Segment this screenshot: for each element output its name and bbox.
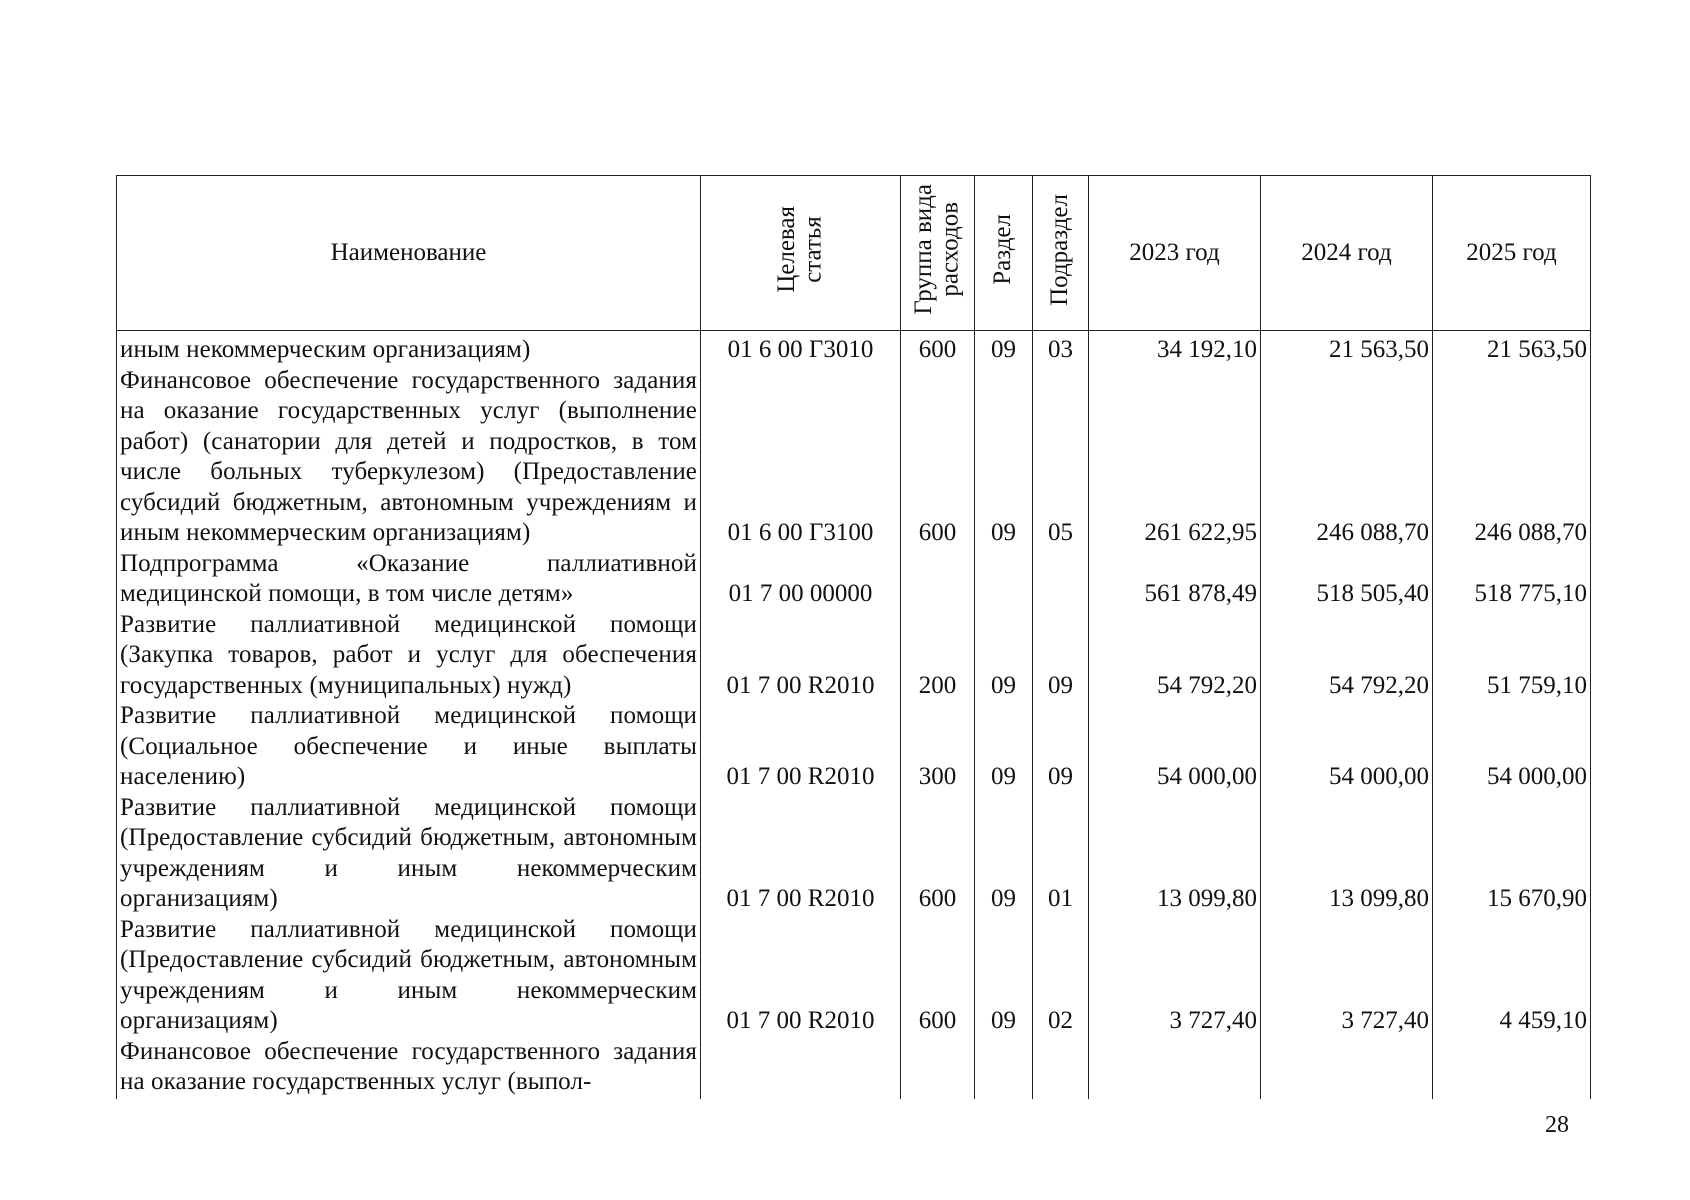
row-subsection: 05 bbox=[1033, 366, 1089, 549]
row-subsection: 09 bbox=[1033, 610, 1089, 702]
row-target: 01 7 00 00000 bbox=[701, 549, 901, 610]
row-group bbox=[901, 1037, 975, 1099]
header-2024: 2024 год bbox=[1261, 176, 1433, 331]
header-section: Раздел bbox=[975, 176, 1033, 331]
row-2024: 21 563,50 bbox=[1261, 331, 1433, 366]
row-2024: 518 505,40 bbox=[1261, 549, 1433, 610]
header-row bbox=[117, 176, 1591, 331]
header-name: Наименование bbox=[117, 176, 701, 331]
header-2025: 2025 год bbox=[1433, 176, 1591, 331]
row-section: 09 bbox=[975, 331, 1033, 366]
row-subsection: 01 bbox=[1033, 793, 1089, 915]
header-subsection: Подраздел bbox=[1033, 176, 1089, 331]
row-2024: 3 727,40 bbox=[1261, 915, 1433, 1037]
header-group: Группа вида расходов bbox=[901, 176, 975, 331]
row-section: 09 bbox=[975, 701, 1033, 793]
table-row bbox=[117, 610, 1591, 702]
row-subsection: 02 bbox=[1033, 915, 1089, 1037]
row-2023: 561 878,49 bbox=[1089, 549, 1261, 610]
table-row bbox=[117, 331, 1591, 366]
row-target: 01 6 00 Г3010 bbox=[701, 331, 901, 366]
row-target: 01 7 00 R2010 bbox=[701, 793, 901, 915]
row-2024: 54 000,00 bbox=[1261, 701, 1433, 793]
row-2023: 13 099,80 bbox=[1089, 793, 1261, 915]
row-target bbox=[701, 1037, 901, 1099]
row-name: Развитие паллиативной медицинской помощи (Предоставление субсидий бюджетным, автономным учреждениям и иным некоммерческим организациям) bbox=[117, 915, 701, 1037]
row-2024: 246 088,70 bbox=[1261, 366, 1433, 549]
row-2025: 51 759,10 bbox=[1433, 610, 1591, 702]
row-2024: 13 099,80 bbox=[1261, 793, 1433, 915]
row-section: 09 bbox=[975, 915, 1033, 1037]
row-2023: 34 192,10 bbox=[1089, 331, 1261, 366]
table-row bbox=[117, 549, 1591, 610]
row-name: Развитие паллиативной медицинской помощи (Предоставление субсидий бюджетным, автономным учреждениям и иным некоммерческим организациям) bbox=[117, 793, 701, 915]
row-subsection: 03 bbox=[1033, 331, 1089, 366]
row-subsection bbox=[1033, 1037, 1089, 1099]
budget-table bbox=[116, 175, 1591, 1099]
row-2025: 4 459,10 bbox=[1433, 915, 1591, 1037]
row-target: 01 7 00 R2010 bbox=[701, 915, 901, 1037]
row-subsection bbox=[1033, 549, 1089, 610]
header-2023: 2023 год bbox=[1089, 176, 1261, 331]
row-section: 09 bbox=[975, 793, 1033, 915]
row-name: Финансовое обеспечение государственного задания на оказание государственных услуг (выполнение работ) (санатории для детей и подростков, в том числе больных туберкулезом) (Предоставление субсидий бюджетным, автономным учреждениям и иным некоммерческим организациям) bbox=[117, 366, 701, 549]
row-2025: 15 670,90 bbox=[1433, 793, 1591, 915]
row-2025: 518 775,10 bbox=[1433, 549, 1591, 610]
row-group: 600 bbox=[901, 793, 975, 915]
row-2025 bbox=[1433, 1037, 1591, 1099]
row-target: 01 7 00 R2010 bbox=[701, 701, 901, 793]
row-name: Подпрограмма «Оказание паллиативной медицинской помощи, в том числе детям» bbox=[117, 549, 701, 610]
row-2023: 54 792,20 bbox=[1089, 610, 1261, 702]
row-group bbox=[901, 549, 975, 610]
row-2023: 54 000,00 bbox=[1089, 701, 1261, 793]
row-target: 01 6 00 Г3100 bbox=[701, 366, 901, 549]
row-section bbox=[975, 549, 1033, 610]
page-number: 28 bbox=[1545, 1112, 1569, 1138]
row-2024: 54 792,20 bbox=[1261, 610, 1433, 702]
row-name: иным некоммерческим организациям) bbox=[117, 331, 701, 366]
row-section bbox=[975, 1037, 1033, 1099]
row-name: Финансовое обеспечение государственного задания на оказание государственных услуг (выпол- bbox=[117, 1037, 701, 1099]
table-row bbox=[117, 1037, 1591, 1099]
row-group: 300 bbox=[901, 701, 975, 793]
table-row bbox=[117, 793, 1591, 915]
row-name: Развитие паллиативной медицинской помощи (Социальное обеспечение и иные выплаты населению) bbox=[117, 701, 701, 793]
table-row bbox=[117, 701, 1591, 793]
row-subsection: 09 bbox=[1033, 701, 1089, 793]
row-group: 200 bbox=[901, 610, 975, 702]
row-2023 bbox=[1089, 1037, 1261, 1099]
row-group: 600 bbox=[901, 331, 975, 366]
table-row bbox=[117, 915, 1591, 1037]
row-section: 09 bbox=[975, 610, 1033, 702]
row-name: Развитие паллиативной медицинской помощи (Закупка товаров, работ и услуг для обеспечения государственных (муниципальных) нужд) bbox=[117, 610, 701, 702]
row-target: 01 7 00 R2010 bbox=[701, 610, 901, 702]
row-group: 600 bbox=[901, 915, 975, 1037]
table-row bbox=[117, 366, 1591, 549]
row-2025: 54 000,00 bbox=[1433, 701, 1591, 793]
row-2025: 21 563,50 bbox=[1433, 331, 1591, 366]
row-2024 bbox=[1261, 1037, 1433, 1099]
row-2023: 261 622,95 bbox=[1089, 366, 1261, 549]
header-target: Целевая статья bbox=[701, 176, 901, 331]
row-2025: 246 088,70 bbox=[1433, 366, 1591, 549]
row-section: 09 bbox=[975, 366, 1033, 549]
row-group: 600 bbox=[901, 366, 975, 549]
row-2023: 3 727,40 bbox=[1089, 915, 1261, 1037]
